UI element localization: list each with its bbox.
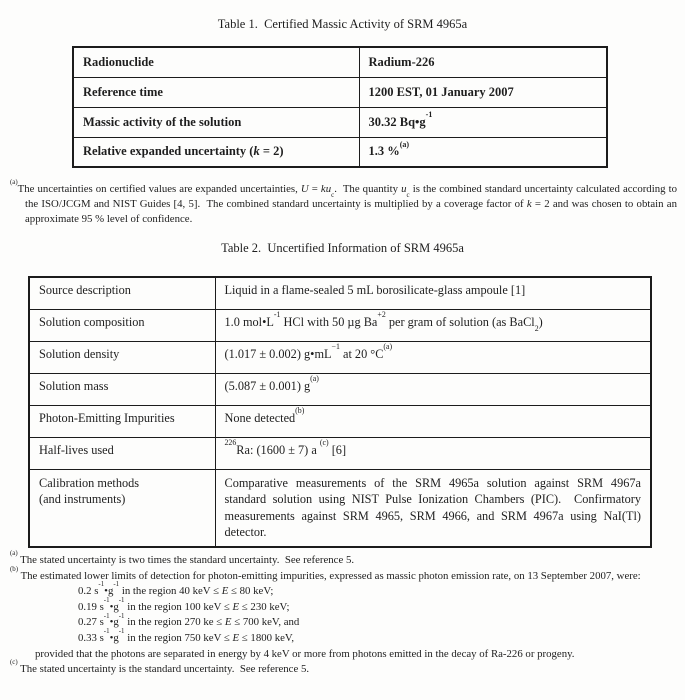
footnote-b-limit-1: 0.2 $s^{-1}•g^{-1}$ in the region 40 keV ≤ E ≤ 80 keV; [78, 581, 274, 598]
table2-label-calibration-methods: Calibration methods (and instruments) [29, 469, 215, 547]
table2-caption: Table 2. Uncertified Information of SRM 4965a [221, 241, 464, 255]
table-row [29, 373, 651, 405]
footnote-c: $^{(c)}$ The stated uncertainty is the standard uncertainty. See reference 5. [10, 659, 310, 676]
table2-label-photon-impurities: Photon-Emitting Impurities [29, 405, 215, 437]
table-row [29, 277, 651, 309]
table2-value-calibration-methods: Comparative measurements of the SRM 4965a solution against SRM 4967a standard solution using NIST Pulse Ionization Chambers (PIC). Confirmatory measurements against SRM 4965, SRM 4966, and SRM 4967a using NaI(Tl) detector. [215, 469, 651, 547]
table2-label-half-lives: Half-lives used [29, 437, 215, 469]
footnote-b-limit-4: 0.33 $s^{-1}•g^{-1}$ in the region 750 keV ≤ E ≤ 1800 keV, [78, 628, 295, 644]
footnote-b-limit-2: 0.19 $s^{-1}•g^{-1}$ in the region 100 keV ≤ E ≤ 230 keV; [78, 597, 290, 613]
table-row [29, 405, 651, 437]
table1-label-expanded-uncertainty: Relative expanded uncertainty (k = 2) [73, 137, 359, 167]
table2-uncertified-information [28, 276, 652, 548]
table1-certified-massic-activity [72, 46, 608, 168]
table1-label-reference-time: Reference time [73, 77, 359, 107]
table1-value-reference-time: 1200 EST, 01 January 2007 [359, 77, 607, 107]
table2-label-solution-density: Solution density [29, 341, 215, 373]
table-row [73, 77, 607, 107]
table2-footnotes [10, 550, 678, 678]
table2-label-source-description: Source description [29, 277, 215, 309]
table2-value-solution-mass: (5.087 ± 0.001) $g^{(a)}$ [215, 373, 651, 405]
table2-label-solution-composition: Solution composition [29, 309, 215, 341]
table2-value-source-description: Liquid in a flame-sealed 5 mL borosilicate-glass ampoule [1] [215, 277, 651, 309]
table1-value-expanded-uncertainty: 1.3 %$^{(a)}$ [359, 137, 607, 167]
table-row [73, 137, 607, 167]
table1-value-radionuclide: Radium-226 [359, 47, 607, 77]
table1-caption: Table 1. Certified Massic Activity of SRM 4965a [217, 17, 468, 31]
footnote-b-provided: provided that the photons are separated in energy by 4 keV or more from photons emitted in the decay of Ra-226 or progeny. [35, 647, 575, 660]
table2-label-solution-mass: Solution mass [29, 373, 215, 405]
table1-footnote-a: $^{(a)}$The uncertainties on certified values are expanded uncertainties, $U = ku_c$. The quantity $u_c$ is the combined standard uncertainty calculated according to the ISO/JCGM and NIST Guides [4, 5]. The combined standard uncertainty is multiplied by a coverage factor of k = 2 and was chosen to obtain an approximate 95 % level of confidence. [10, 179, 677, 226]
table2-value-solution-density: (1.017 ± 0.002) $g•mL^{-1}$ at 20 $^\circ C^{(a)}$ [215, 341, 651, 373]
footnote-a: $^{(a)}$ The stated uncertainty is two times the standard uncertainty. See reference 5. [10, 550, 355, 566]
table-row [29, 469, 651, 547]
table-row [73, 47, 607, 77]
table-row [29, 341, 651, 373]
table-row [29, 437, 651, 469]
table-row [73, 107, 607, 137]
footnote-b-intro: $^{(b)}$ The estimated lower limits of detection for photon-emitting impurities, expressed as massic photon emission rate, on 13 September 2007, were: [10, 565, 641, 582]
table2-value-half-lives: $^{226}$Ra: (1600 ± 7) a $^{(c)}$ [6] [215, 437, 651, 469]
table1-value-massic-activity: 30.32 $Bq•g^{-1}$ [359, 107, 607, 137]
table2-value-photon-impurities: None detected$^{(b)}$ [215, 405, 651, 437]
table-row [29, 309, 651, 341]
table2-value-solution-composition: 1.0 $mol•L^{-1}$ HCl with 50 µg $Ba^{+2}$ per gram of solution (as BaCl$_2$) [215, 309, 651, 341]
table1-label-massic-activity: Massic activity of the solution [73, 107, 359, 137]
table1-label-radionuclide: Radionuclide [73, 47, 359, 77]
footnote-b-limit-3: 0.27 $s^{-1}•g^{-1}$ in the region 270 ke ≤ E ≤ 700 keV, and [78, 612, 300, 629]
